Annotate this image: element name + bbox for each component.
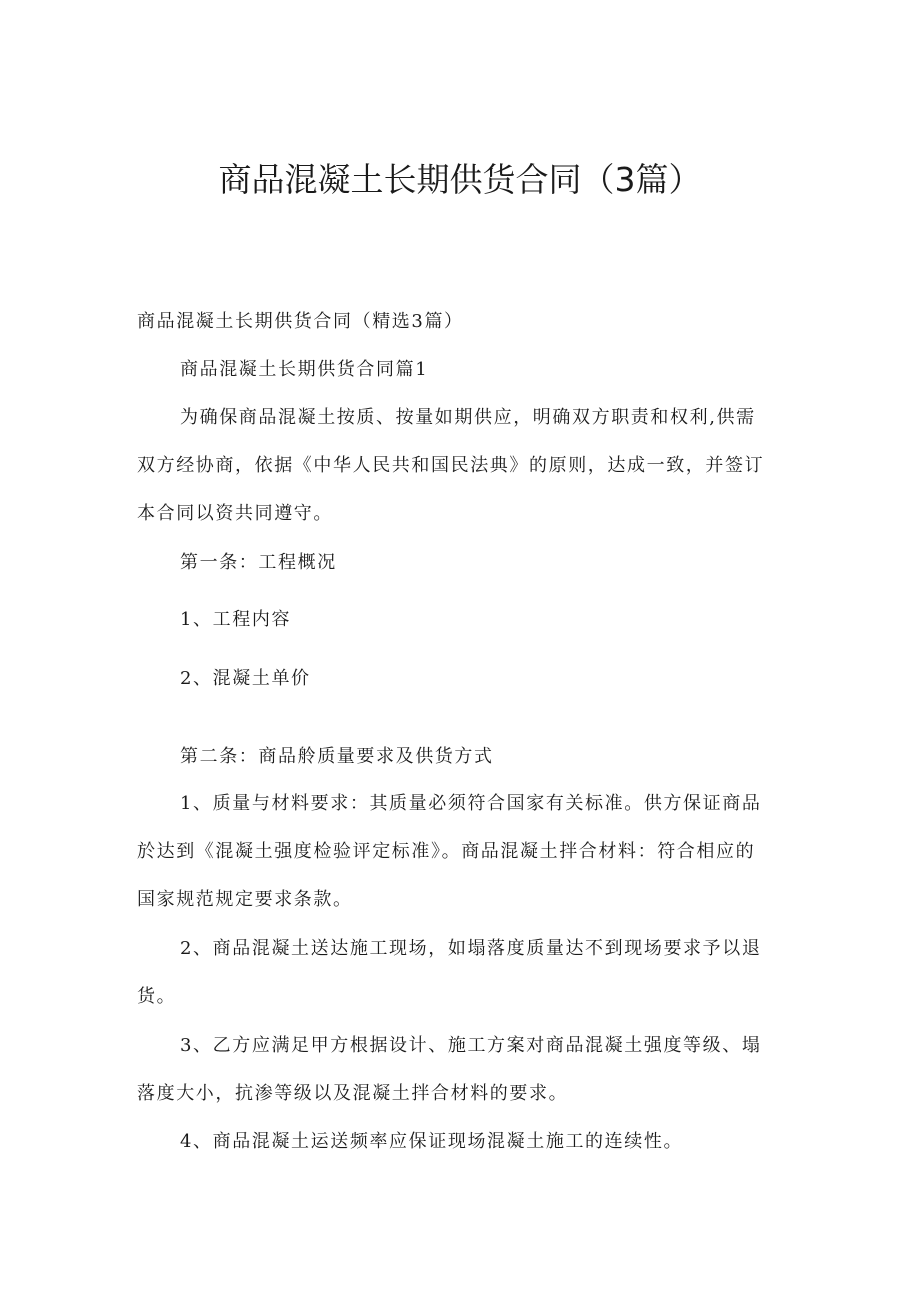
article-1-heading: 第一条：工程概况 <box>180 552 337 573</box>
document-title: 商品混凝土长期供货合同（3篇） <box>218 160 702 199</box>
article-2-item: 1、质量与材料要求：其质量必须符合国家有关标准。供方保证商品於达到《混凝土强度检验评定标准》。商品混凝土拌合材料：符合相应的国家规范规定要求条款。 <box>137 793 762 910</box>
section-heading: 商品混凝土长期供货合同篇1 <box>180 359 429 380</box>
document-subtitle: 商品混凝土长期供货合同（精选3篇） <box>137 311 464 332</box>
article-2-item: 3、乙方应满足甲方根据设计、施工方案对商品混凝土强度等级、塌落度大小，抗渗等级以及混凝土拌合材料的要求。 <box>137 1035 762 1104</box>
article-1-item: 2、混凝土单价 <box>180 668 311 689</box>
article-1-item: 1、工程内容 <box>180 609 292 630</box>
article-2-item: 2、商品混凝土送达施工现场，如塌落度质量达不到现场要求予以退货。 <box>137 938 762 1007</box>
intro-paragraph: 为确保商品混凝土按质、按量如期供应，明确双方职责和权利,供需双方经协商，依据《中华人民共和国民法典》的原则，达成一致，并签订本合同以资共同遵守。 <box>137 407 765 524</box>
article-2-heading: 第二条：商品舲质量要求及供货方式 <box>180 746 494 767</box>
article-2-item: 4、商品混凝土运送频率应保证现场混凝土施工的连续性。 <box>180 1131 684 1152</box>
